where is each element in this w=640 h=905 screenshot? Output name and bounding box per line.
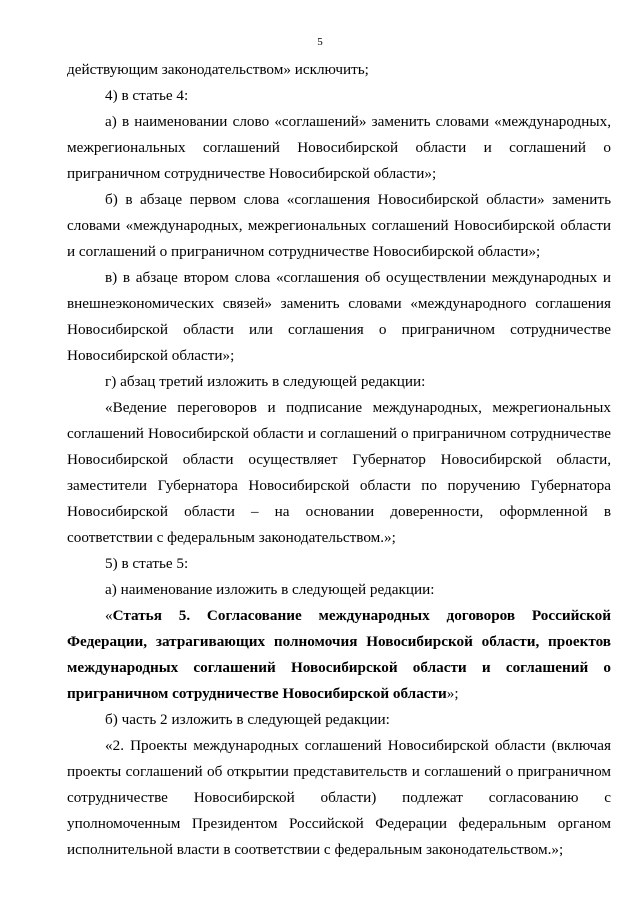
article-title-bold: Статья 5. Согласование международных договоров Российской Федерации, затрагивающих полномочия Новосибирской области, проектов международных соглашений Новосибирской области и соглашений о приграничном сотрудничестве Новосибирской области	[67, 607, 611, 702]
paragraph-item-4v: в) в абзаце втором слова «соглашения об осуществлении международных и внешнеэкономических связей» заменить словами «международного соглашения Новосибирской области или соглашения о приграничном сотрудничестве Новосибирской области»;	[67, 269, 611, 364]
paragraph-item-4: 4) в статье 4:	[105, 87, 189, 104]
paragraph-item-4a: а) в наименовании слово «соглашений» заменить словами «международных, межрегиональных соглашений Новосибирской области и соглашений о приграничном сотрудничестве Новосибирской области»;	[67, 113, 611, 182]
paragraph-article-title	[67, 603, 611, 707]
paragraph-continuation: действующим законодательством» исключить;	[67, 61, 369, 78]
paragraph-item-5a: а) наименование изложить в следующей редакции:	[105, 581, 435, 598]
open-quote: «	[105, 607, 113, 624]
document-body	[67, 57, 611, 863]
paragraph-quoted-text: «Ведение переговоров и подписание международных, межрегиональных соглашений Новосибирской области и соглашений о приграничном сотрудничестве Новосибирской области осуществляет Губернатор Новосибирской области, заместители Губернатора Новосибирской области по поручению Губернатора Новосибирской области – на основании доверенности, оформленной в соответствии с федеральным законодательством.»;	[67, 399, 611, 546]
paragraph-item-4g: г) абзац третий изложить в следующей редакции:	[105, 373, 426, 390]
page-number: 5	[317, 36, 323, 48]
paragraph-item-4b: б) в абзаце первом слова «соглашения Новосибирской области» заменить словами «международных, межрегиональных соглашений Новосибирской области и соглашений о приграничном сотрудничестве Новосибирской области»;	[67, 191, 611, 260]
close-quote: »;	[446, 685, 459, 702]
paragraph-item-5: 5) в статье 5:	[105, 555, 189, 572]
paragraph-quoted-part-2: «2. Проекты международных соглашений Новосибирской области (включая проекты соглашений об открытии представительств и соглашений о приграничном сотрудничестве Новосибирской области) подлежат согласованию с уполномоченным Президентом Российской Федерации федеральным органом исполнительной власти в соответствии с федеральным законодательством.»;	[67, 737, 611, 858]
paragraph-item-5b: б) часть 2 изложить в следующей редакции:	[105, 711, 390, 728]
